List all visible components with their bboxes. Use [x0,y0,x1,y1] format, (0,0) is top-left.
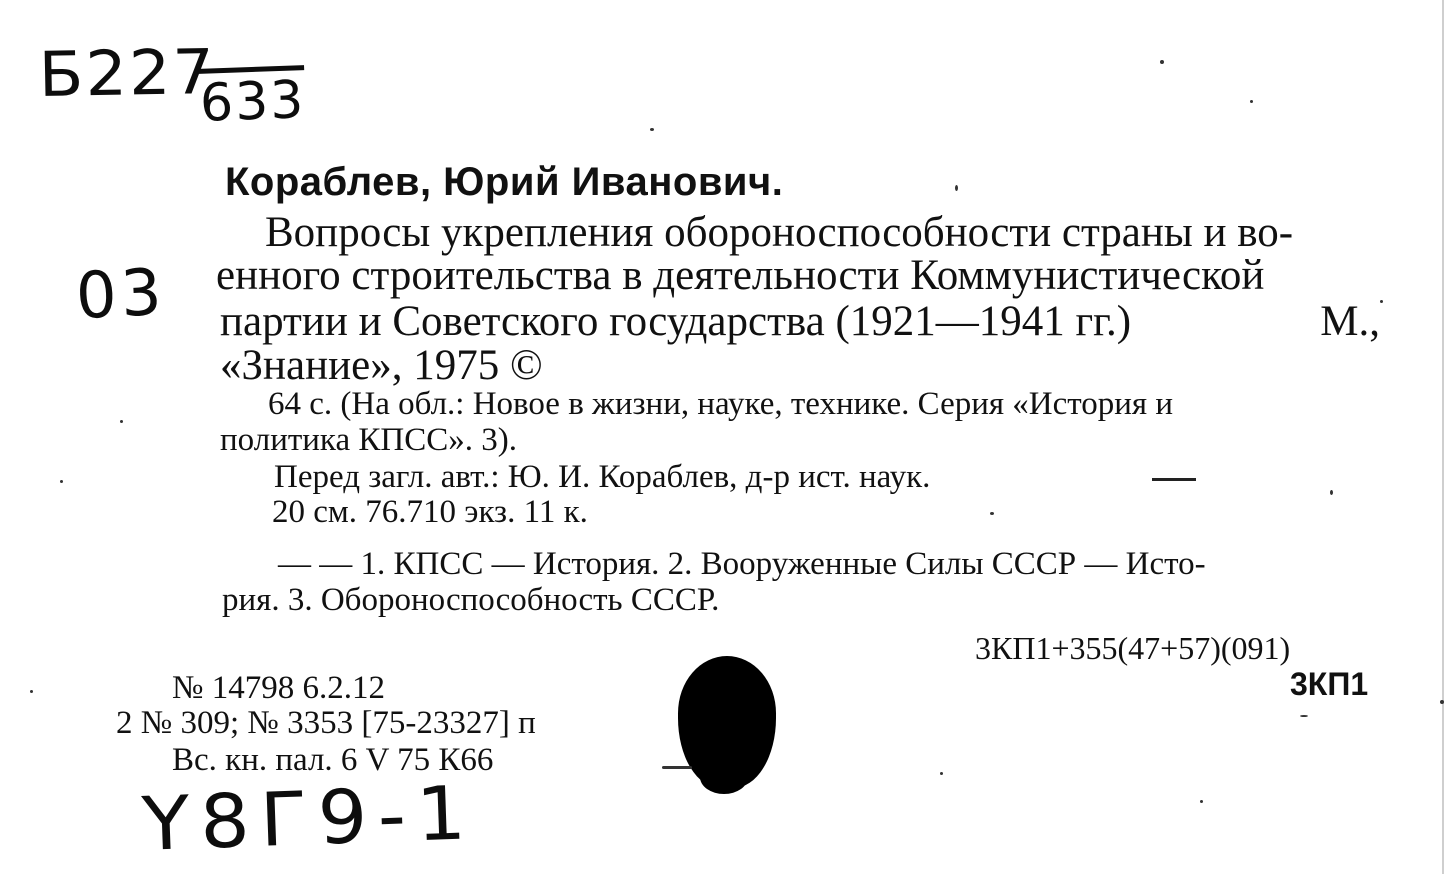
scan-speck [940,772,943,775]
registration-line-1: № 14798 6.2.12 [172,670,385,706]
shelf-mark-main: Б227 [38,35,217,111]
scan-speck [120,420,123,423]
classification-code: 3КП1 [1290,666,1369,702]
scan-speck [955,185,958,191]
scan-speck [1200,800,1203,803]
scan-speck [1330,490,1333,495]
collation-line-2: политика КПСС». 3). [220,422,517,458]
title-line-3 [220,297,1380,346]
classification-index: 3КП1+355(47+57)(091) [975,630,1291,666]
scan-speck [990,512,994,515]
dash-mark [1152,478,1196,481]
collation-line-1: 64 с. (На обл.: Новое в жизни, науке, технике. Серия «История и [268,386,1174,422]
code-mark: 03 [74,255,168,335]
publication-place: М., [1320,298,1380,345]
title-line-1: Вопросы укрепления обороноспособности страны и во- [265,209,1294,256]
scan-speck [1300,715,1308,717]
scan-speck [1440,700,1444,704]
title-line-2: енного строительства в деятельности Коммунистической [216,252,1265,299]
title-line-3-text: партии и Советского государства (1921—1941 гг.) [220,298,1132,345]
shelf-mark-sub: 633 [198,70,307,134]
subject-line-1: — — 1. КПСС — История. 2. Вооруженные Силы СССР — Исто- [278,546,1206,582]
subject-line-2: рия. 3. Обороноспособность СССР. [222,582,720,618]
title-line-4: «Знание», 1975 © [220,342,543,389]
scan-speck [30,690,33,693]
scan-speck [1380,300,1383,303]
card-edge [1442,0,1444,874]
punch-hole-blot-stem [700,760,748,794]
scan-speck [1160,60,1164,64]
scan-speck [662,766,692,769]
size-print-run: 20 см. 76.710 экз. 11 к. [272,494,588,530]
registration-line-2: 2 № 309; № 3353 [75-23327] п [116,705,536,741]
author-heading: Кораблев, Юрий Иванович. [225,160,784,204]
author-note: Перед загл. авт.: Ю. И. Кораблев, д-р ист. наук. [274,459,931,495]
bottom-mark: Y8Г9-1 [140,770,478,868]
scan-speck [60,480,63,483]
registration-line-3: Вс. кн. пал. 6 V 75 К66 [172,742,494,778]
scan-speck [1250,100,1253,103]
scan-speck [650,128,654,131]
